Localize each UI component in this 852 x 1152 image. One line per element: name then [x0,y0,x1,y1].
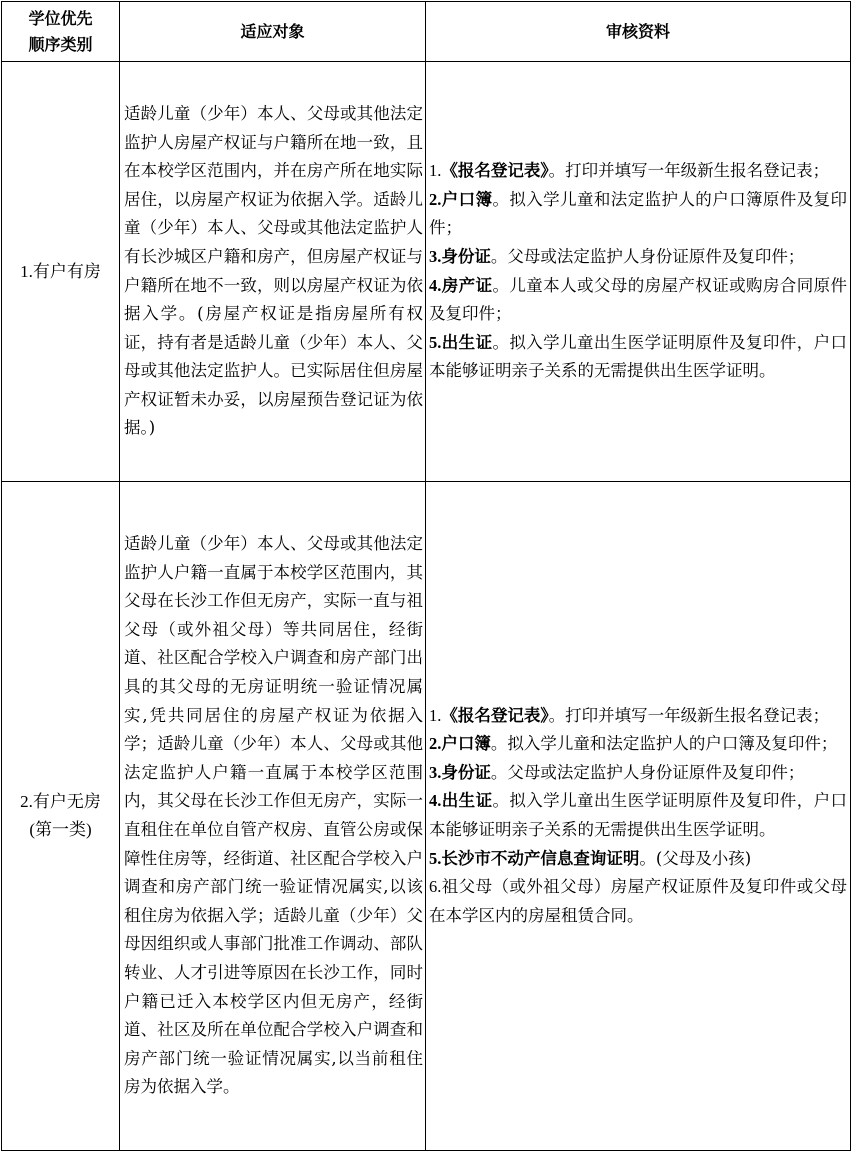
header-category [2,2,120,62]
target-cell: 适龄儿童（少年）本人、父母或其他法定监护人房屋产权证与户籍所在地一致，且在本校学区范围内，并在房产所在地实际居住，以房屋产权证为依据入学。适龄儿童（少年）本人、父母或其他法定监护人有长沙城区户籍和房产，但房屋产权证与户籍所在地不一致，则以房屋产权证为依据入学。(房屋产权证是指房屋所有权证，持有者是适龄儿童（少年）本人、父母或其他法定监护人。已实际居住但房屋产权证暂未办妥，以房屋预告登记证为依据。) [120,62,426,482]
header-target: 适应对象 [120,2,426,62]
table-row [2,62,851,482]
document-item: 5.出生证。拟入学儿童出生医学证明原件及复印件，户口本能够证明亲子关系的无需提供出生医学证明。 [429,332,848,381]
documents-cell [426,482,851,1151]
documents-cell [426,62,851,482]
document-item: 1.《报名登记表》。打印并填写一年级新生报名登记表； [429,161,830,181]
category-cell [2,482,120,1151]
document-item: 4.出生证。拟入学儿童出生医学证明原件及复印件，户口本能够证明亲子关系的无需提供出生医学证明。 [429,791,848,839]
table-row [2,482,851,1151]
category-line1: 2.有户无房 [20,792,101,811]
header-category-line2: 顺序类别 [28,34,93,54]
target-cell: 适龄儿童（少年）本人、父母或其他法定监护人户籍一直属于本校学区范围内，其父母在长沙工作但无房产，实际一直与祖父母（或外祖父母）等共同居住，经街道、社区配合学校入户调查和房产部门出具的其父母的无房证明统一验证情况属实,凭共同居住的房屋产权证为依据入学；适龄儿童（少年）本人、父母或其他法定监护人户籍一直属于本校学区范围内，其父母在长沙工作但无房产，实际一直租住在单位自管产权房、直管公房或保障性住房等，经街道、社区配合学校入户调查和房产部门统一验证情况属实,以该租住房为依据入学；适龄儿童（少年）父母因组织或人事部门批准工作调动、部队转业、人才引进等原因在长沙工作，同时户籍已迁入本校学区内但无房产，经街道、社区及所在单位配合学校入户调查和房产部门统一验证情况属实,以当前租住房为依据入学。 [120,482,426,1151]
category-line2: (第一类) [29,820,92,839]
category-cell: 1.有户有房 [2,62,120,482]
document-item: 2.户口簿。拟入学儿童和法定监护人的户口簿及复印件； [429,734,838,754]
document-item: 4.房产证。儿童本人或父母的房屋产权证或购房合同原件及复印件； [429,275,848,324]
document-item: 3.身份证。父母或法定监护人身份证原件及复印件； [429,762,805,782]
header-category-line1: 学位优先 [28,8,93,28]
document-item: 1.《报名登记表》。打印并填写一年级新生报名登记表； [429,705,830,725]
enrollment-table [1,1,851,1151]
header-documents: 审核资料 [426,2,851,62]
document-item: 3.身份证。父母或法定监护人身份证原件及复印件； [429,246,805,266]
header-row [2,2,851,62]
document-item: 5.长沙市不动产信息查询证明。(父母及小孩) [429,848,752,868]
document-item: 2.户口簿。拟入学儿童和法定监护人的户口簿原件及复印件； [429,189,848,238]
document-item: 6.祖父母（或外祖父母）房屋产权证原件及复印件或父母在本学区内的房屋租赁合同。 [429,877,847,925]
